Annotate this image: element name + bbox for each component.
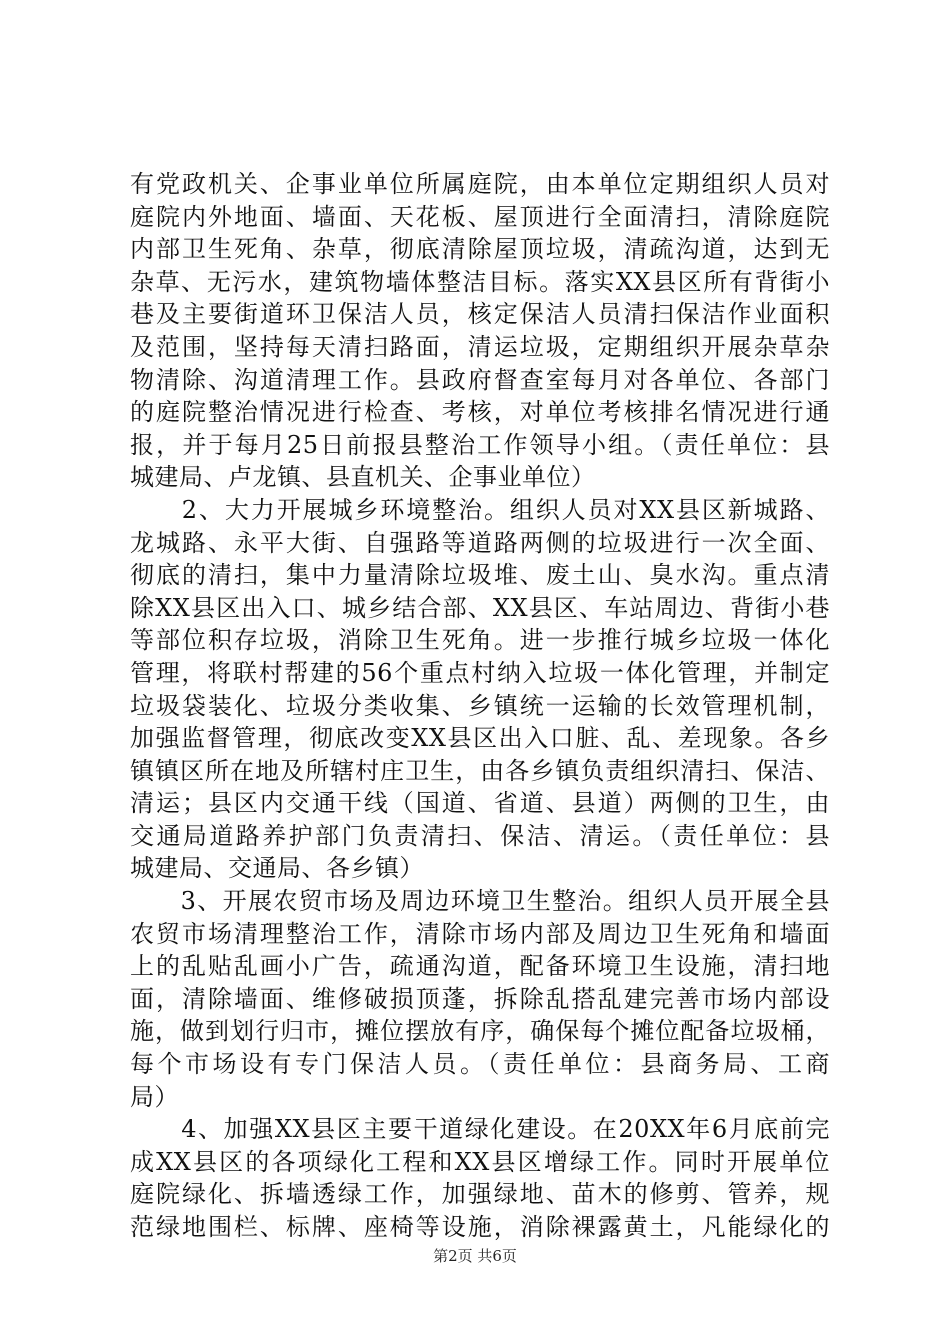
text-line: 庭院内外地面、墙面、天花板、屋顶进行全面清扫，清除庭院 bbox=[130, 202, 830, 231]
text-line: 彻底的清扫，集中力量清除垃圾堆、废土山、臭水沟。重点清 bbox=[130, 561, 830, 590]
text-line: 每个市场设有专门保洁人员。（责任单位：县商务局、工商 bbox=[130, 1050, 830, 1079]
text-line: 成XX县区的各项绿化工程和XX县区增绿工作。同时开展单位 bbox=[130, 1147, 830, 1176]
text-line: 上的乱贴乱画小广告，疏通沟道，配备环境卫生设施，清扫地 bbox=[130, 952, 830, 981]
text-line: 局） bbox=[130, 1082, 179, 1111]
text-line: 农贸市场清理整治工作，清除市场内部及周边卫生死角和墙面 bbox=[130, 919, 830, 948]
text-line: 除XX县区出入口、城乡结合部、XX县区、车站周边、背街小巷 bbox=[130, 593, 830, 622]
text-line: 报，并于每月25日前报县整治工作领导小组。（责任单位：县 bbox=[130, 430, 830, 459]
text-line: 内部卫生死角、杂草，彻底清除屋顶垃圾，清疏沟道，达到无 bbox=[130, 235, 830, 264]
text-line: 垃圾袋装化、垃圾分类收集、乡镇统一运输的长效管理机制， bbox=[130, 691, 830, 720]
text-line: 范绿地围栏、标牌、座椅等设施，消除裸露黄土，凡能绿化的 bbox=[130, 1213, 830, 1241]
text-line: 清运；县区内交通干线（国道、省道、县道）两侧的卫生，由 bbox=[130, 789, 830, 818]
text-line: 的庭院整治情况进行检查、考核，对单位考核排名情况进行通 bbox=[130, 398, 830, 427]
text-line: 有党政机关、企事业单位所属庭院，由本单位定期组织人员对 bbox=[130, 170, 830, 198]
text-line: 管理，将联村帮建的56个重点村纳入垃圾一体化管理，并制定 bbox=[130, 658, 830, 687]
text-line: 加强监督管理，彻底改变XX县区出入口脏、乱、差现象。各乡 bbox=[130, 724, 830, 753]
text-line: 及范围，坚持每天清扫路面，清运垃圾，定期组织开展杂草杂 bbox=[130, 332, 830, 361]
text-line: 2、大力开展城乡环境整治。组织人员对XX县区新城路、 bbox=[130, 495, 830, 524]
text-line: 施，做到划行归市，摊位摆放有序，确保每个摊位配备垃圾桶， bbox=[130, 1017, 830, 1046]
text-line: 城建局、卢龙镇、县直机关、企事业单位） bbox=[130, 463, 596, 492]
text-line: 物清除、沟道清理工作。县政府督查室每月对各单位、各部门 bbox=[130, 365, 830, 394]
text-line: 巷及主要街道环卫保洁人员，核定保洁人员清扫保洁作业面积 bbox=[130, 300, 830, 329]
text-line: 杂草、无污水，建筑物墙体整洁目标。落实XX县区所有背街小 bbox=[130, 267, 830, 296]
text-line: 等部位积存垃圾，消除卫生死角。进一步推行城乡垃圾一体化 bbox=[130, 626, 830, 655]
text-line: 4、加强XX县区主要干道绿化建设。在20XX年6月底前完 bbox=[130, 1115, 830, 1144]
text-line: 3、开展农贸市场及周边环境卫生整治。组织人员开展全县 bbox=[130, 887, 830, 916]
text-line: 龙城路、永平大街、自强路等道路两侧的垃圾进行一次全面、 bbox=[130, 528, 830, 557]
text-line: 城建局、交通局、各乡镇） bbox=[130, 854, 424, 883]
text-line: 交通局道路养护部门负责清扫、保洁、清运。（责任单位：县 bbox=[130, 821, 830, 850]
text-line: 镇镇区所在地及所辖村庄卫生，由各乡镇负责组织清扫、保洁、 bbox=[130, 756, 830, 785]
page-footer: 第2页 共6页 bbox=[433, 1247, 517, 1265]
document-body bbox=[130, 168, 830, 1244]
text-line: 面，清除墙面、维修破损顶蓬，拆除乱搭乱建完善市场内部设 bbox=[130, 984, 830, 1013]
text-line: 庭院绿化、拆墙透绿工作，加强绿地、苗木的修剪、管养，规 bbox=[130, 1180, 830, 1209]
